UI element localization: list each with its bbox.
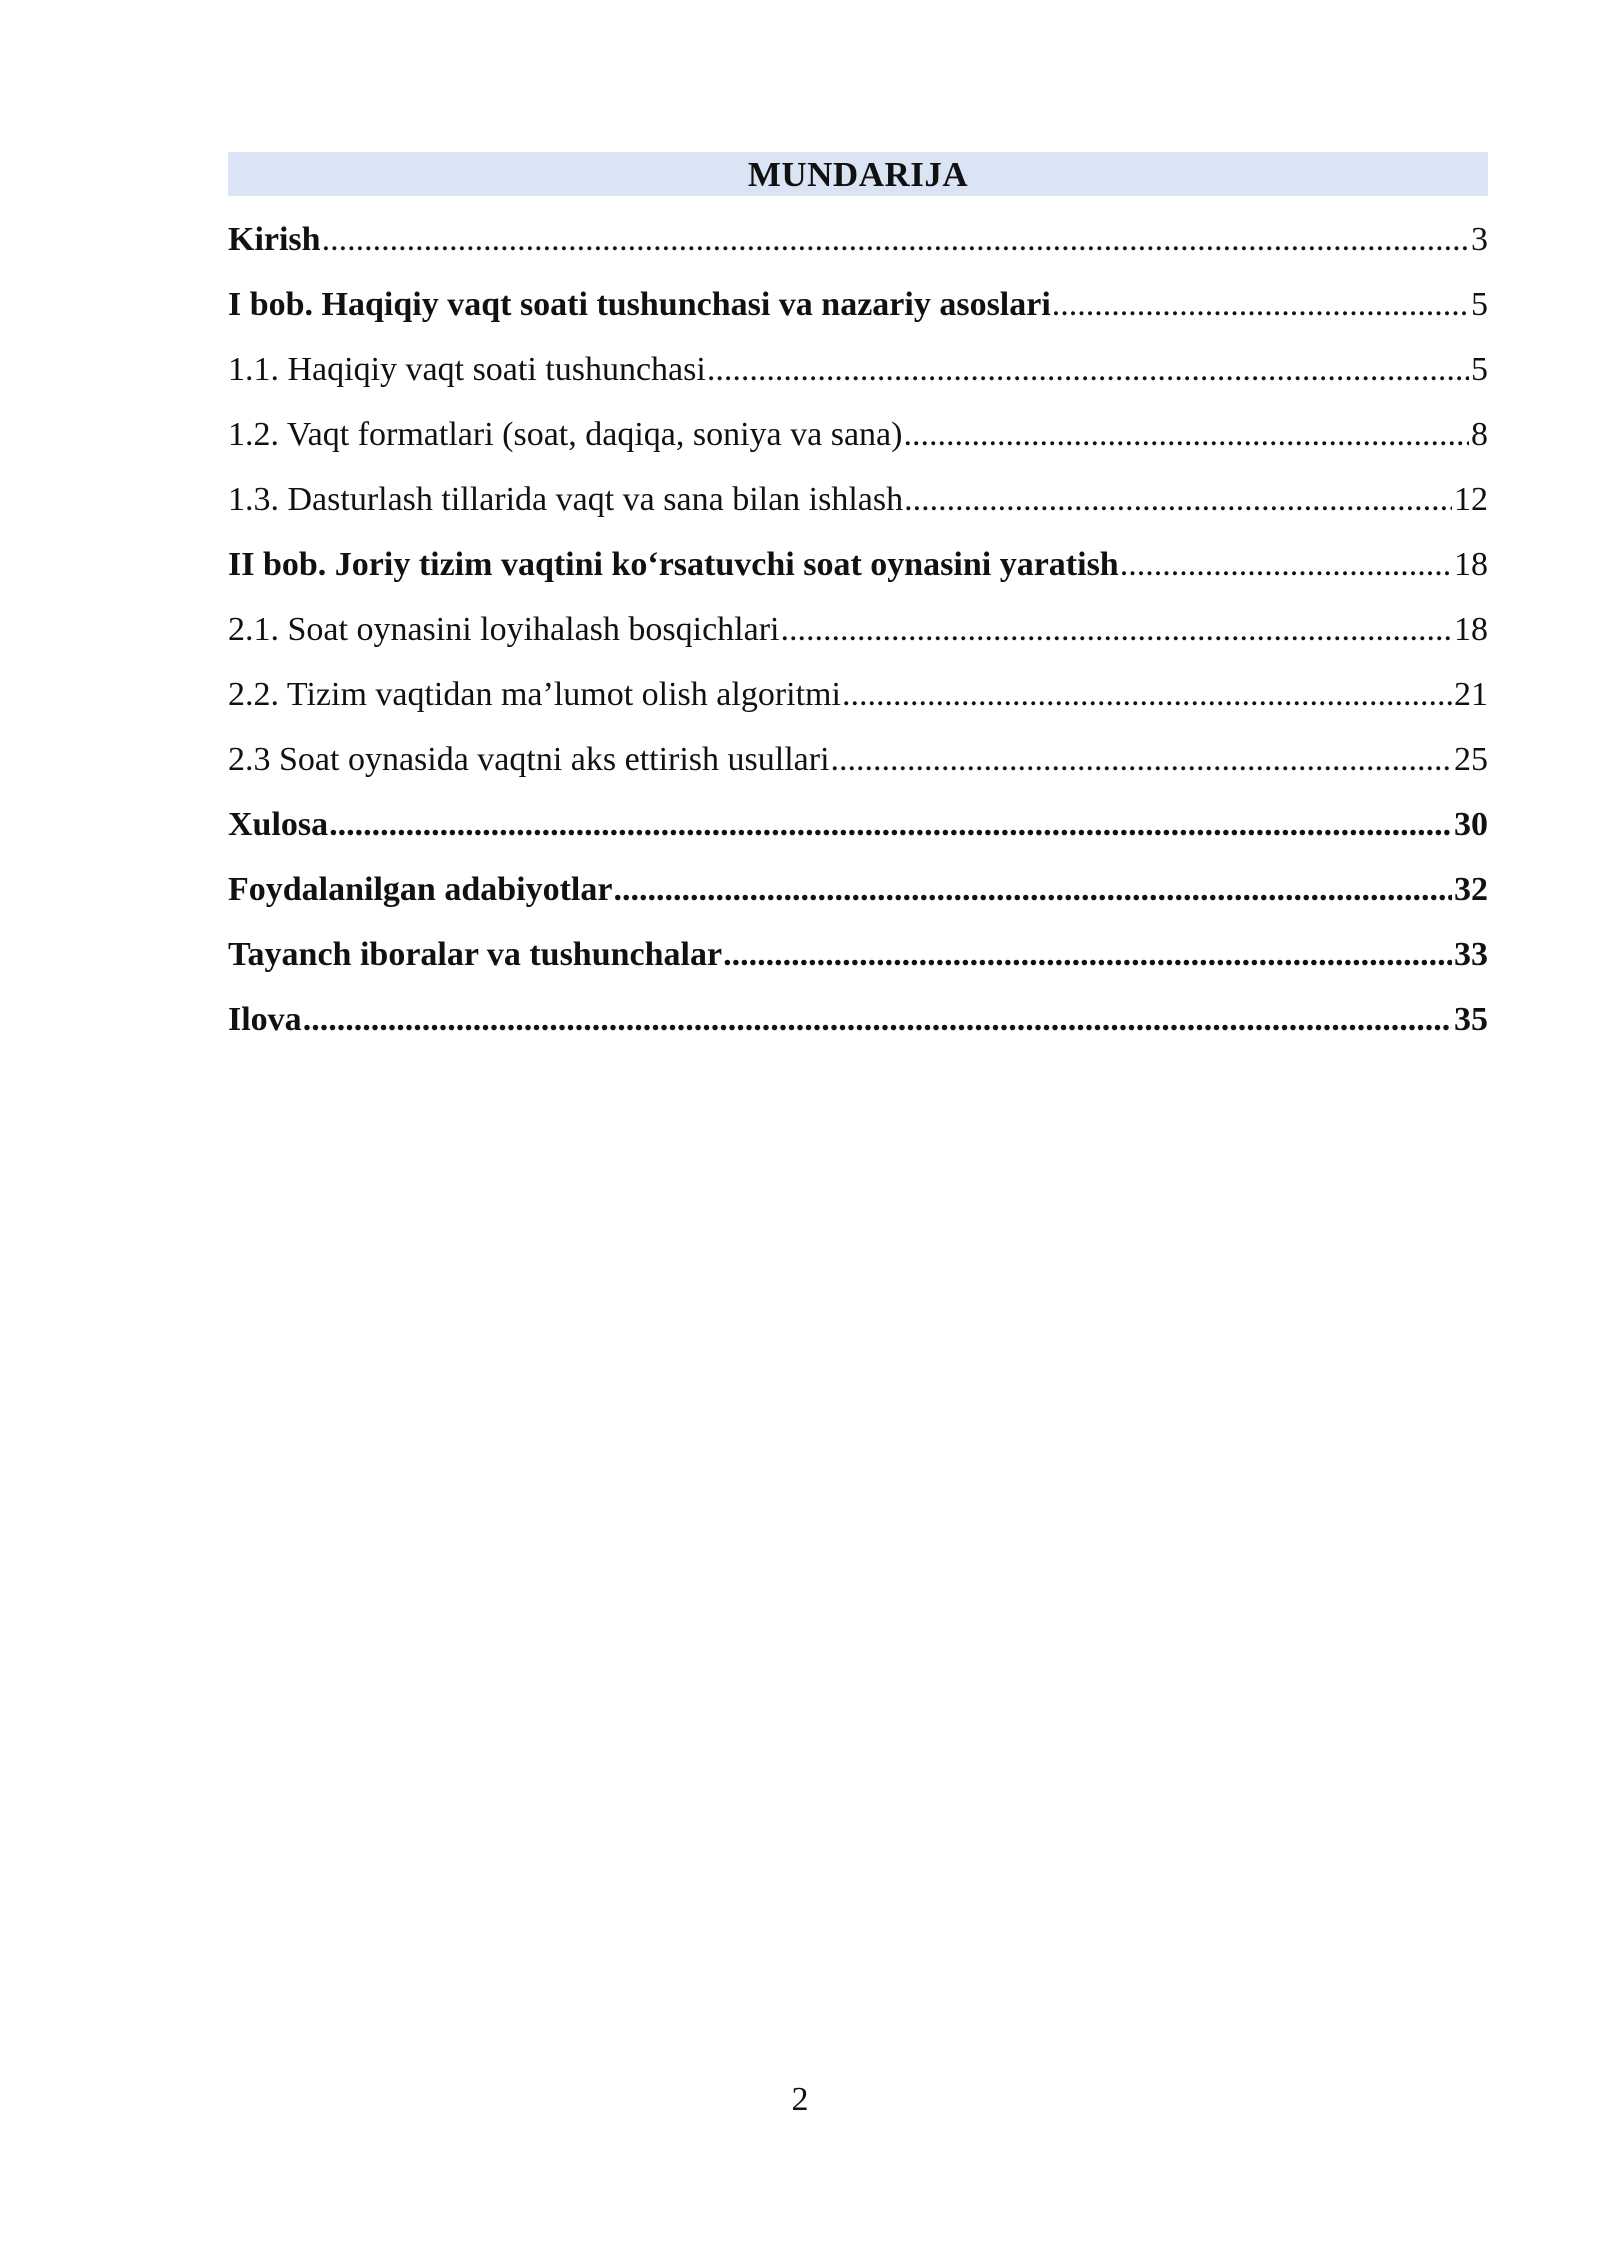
toc-entry-page: 32 xyxy=(1454,871,1488,908)
toc-entry-page: 21 xyxy=(1454,676,1488,713)
toc-entry[interactable] xyxy=(228,728,1488,793)
toc-entry-title: Kirish xyxy=(228,221,321,258)
toc-entry-page: 8 xyxy=(1471,416,1488,453)
toc-entry[interactable] xyxy=(228,663,1488,728)
toc-entry[interactable] xyxy=(228,793,1488,858)
toc-dot-leader xyxy=(613,858,1452,922)
toc-dot-leader xyxy=(831,728,1452,792)
toc-dot-leader xyxy=(723,923,1452,987)
toc-dot-leader xyxy=(781,598,1453,662)
toc-entry-title: 2.1. Soat oynasini loyihalash bosqichlari xyxy=(228,611,780,648)
toc-entry[interactable] xyxy=(228,273,1488,338)
toc-dot-leader xyxy=(1052,273,1469,337)
toc-entry-title: 2.2. Tizim vaqtidan ma’lumot olish algoritmi xyxy=(228,676,841,713)
toc-entry-title: Foydalanilgan adabiyotlar xyxy=(228,871,613,908)
toc-dot-leader xyxy=(903,403,1469,467)
toc-entry-title: II bob. Joriy tizim vaqtini ko‘rsatuvchi soat oynasini yaratish xyxy=(228,546,1119,583)
toc-entry[interactable] xyxy=(228,468,1488,533)
toc-entry[interactable] xyxy=(228,208,1488,273)
toc-entry-page: 25 xyxy=(1454,741,1488,778)
toc-dot-leader xyxy=(303,988,1452,1052)
toc-dot-leader xyxy=(322,208,1469,272)
page-number: 2 xyxy=(791,2081,809,2118)
toc-entry[interactable] xyxy=(228,533,1488,598)
toc-entry-title: 1.3. Dasturlash tillarida vaqt va sana bilan ishlash xyxy=(228,481,904,518)
toc-entry-page: 35 xyxy=(1454,1001,1488,1038)
toc-entry-page: 33 xyxy=(1454,936,1488,973)
toc-entry-page: 12 xyxy=(1454,481,1488,518)
toc-entry-title: Xulosa xyxy=(228,806,329,843)
toc-entry-title: Tayanch iboralar va tushunchalar xyxy=(228,936,723,973)
toc-entry[interactable] xyxy=(228,403,1488,468)
toc-entry[interactable] xyxy=(228,988,1488,1053)
toc-entry-title: 1.1. Haqiqiy vaqt soati tushunchasi xyxy=(228,351,706,388)
toc-heading: MUNDARIJA xyxy=(228,152,1488,196)
toc-entry-page: 5 xyxy=(1471,351,1488,388)
toc-entry-page: 3 xyxy=(1471,221,1488,258)
toc-entry-page: 30 xyxy=(1454,806,1488,843)
toc-entry-page: 18 xyxy=(1454,546,1488,583)
toc-dot-leader xyxy=(904,468,1452,532)
toc-entry-page: 5 xyxy=(1471,286,1488,323)
toc-entry[interactable] xyxy=(228,923,1488,988)
toc-entry-page: 18 xyxy=(1454,611,1488,648)
toc-entry[interactable] xyxy=(228,338,1488,403)
toc-entry[interactable] xyxy=(228,598,1488,663)
toc-dot-leader xyxy=(842,663,1452,727)
toc-entry-title: 1.2. Vaqt formatlari (soat, daqiqa, soniya va sana) xyxy=(228,416,903,453)
toc-entry-title: Ilova xyxy=(228,1001,302,1038)
toc-entry-title: I bob. Haqiqiy vaqt soati tushunchasi va nazariy asoslari xyxy=(228,286,1051,323)
toc-dot-leader xyxy=(329,793,1452,857)
toc-entry[interactable] xyxy=(228,858,1488,923)
toc-entry-title: 2.3 Soat oynasida vaqtni aks ettirish usullari xyxy=(228,741,830,778)
toc-dot-leader xyxy=(1120,533,1452,597)
table-of-contents xyxy=(228,208,1488,1053)
toc-dot-leader xyxy=(707,338,1469,402)
